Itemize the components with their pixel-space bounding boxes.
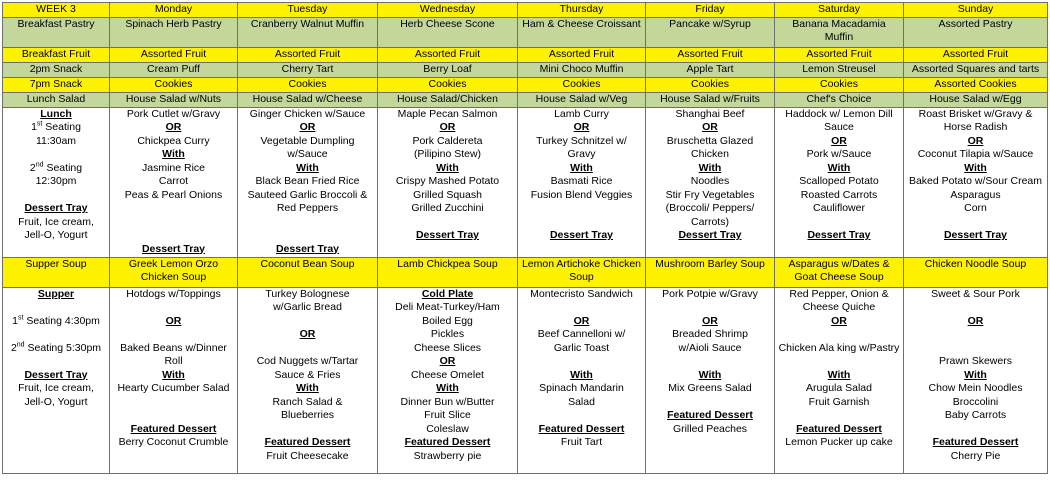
menu-cell: House Salad w/Fruits xyxy=(646,92,775,107)
lunch-alt: Pork Caldereta (Pilipino Stew) xyxy=(412,134,483,160)
or-label: OR xyxy=(702,314,718,327)
menu-cell: Assorted Fruit xyxy=(904,47,1048,62)
menu-cell: Mushroom Barley Soup xyxy=(646,257,775,287)
menu-cell: Mini Choco Muffin xyxy=(518,62,646,77)
menu-cell: House Salad/Chicken xyxy=(378,92,518,107)
menu-cell: Cookies xyxy=(775,77,904,92)
menu-cell: Pancake w/Syrup xyxy=(646,17,775,47)
featured-dessert-title: Featured Dessert xyxy=(932,436,1019,448)
featured-dessert-title: Featured Dessert xyxy=(667,409,753,421)
header-row xyxy=(3,3,1048,18)
menu-cell: Coconut Bean Soup xyxy=(238,257,378,287)
lunch-main: Haddock w/ Lemon Dill Sauce xyxy=(785,107,893,133)
day-header: Tuesday xyxy=(238,3,378,18)
with-label: With xyxy=(570,161,593,174)
lunch-main: Ginger Chicken w/Sauce xyxy=(249,107,366,120)
or-label: OR xyxy=(165,121,182,133)
lunch-side: Scalloped Potato xyxy=(799,175,879,187)
supper-cell-friday xyxy=(646,287,775,473)
supper-alt: Chicken Ala king w/Pastry xyxy=(778,341,900,354)
lunch-side: Peas & Pearl Onions xyxy=(124,188,223,201)
menu-cell: Cookies xyxy=(238,77,378,92)
dessert-tray: Dessert Tray xyxy=(807,229,871,241)
seating-1-time: 11:30am xyxy=(35,134,77,147)
menu-cell: Cookies xyxy=(110,77,238,92)
with-label: With xyxy=(162,368,185,381)
with-label: With xyxy=(964,368,987,381)
row-label: Breakfast Pastry xyxy=(3,17,110,47)
featured-dessert: Grilled Peaches xyxy=(672,422,748,435)
lunch-side: Basmati Rice xyxy=(550,175,613,187)
supper-side: Hearty Cucumber Salad xyxy=(117,382,230,394)
supper-alt: Prawn Skewers xyxy=(939,355,1012,367)
menu-cell: House Salad w/Nuts xyxy=(110,92,238,107)
featured-dessert-title: Featured Dessert xyxy=(796,422,882,435)
lunch-cell-saturday xyxy=(775,107,904,257)
with-label: With xyxy=(827,368,851,381)
day-header: Saturday xyxy=(775,3,904,18)
or-label: OR xyxy=(299,328,316,340)
menu-cell: Assorted Fruit xyxy=(775,47,904,62)
supper-title: Supper xyxy=(37,287,75,300)
lunch-side: Grilled Zucchini xyxy=(411,202,484,214)
or-label: OR xyxy=(967,314,984,327)
day-header: Monday xyxy=(110,3,238,18)
lunch-main: Pork Cutlet w/Gravy xyxy=(126,107,221,120)
dessert-tray: Dessert Tray xyxy=(275,242,340,255)
with-label: With xyxy=(827,161,851,174)
lunch-alt: Chickpea Curry xyxy=(137,134,210,147)
supper-cell-wednesday xyxy=(378,287,518,473)
supper-label-cell xyxy=(3,287,110,473)
menu-cell: Assorted Fruit xyxy=(518,47,646,62)
menu-cell: House Salad w/Cheese xyxy=(238,92,378,107)
with-label: With xyxy=(698,161,722,174)
menu-cell: Lamb Chickpea Soup xyxy=(378,257,518,287)
lunch-side: Asparagus xyxy=(950,188,1001,201)
supper-side: Broccolini xyxy=(952,395,999,408)
supper-alt: Beef Cannelloni w/ Garlic Toast xyxy=(537,328,626,354)
lunch-main: Shanghai Beef xyxy=(675,107,745,120)
supper-item: Deli Meat-Turkey/Ham xyxy=(395,301,500,313)
featured-dessert-title: Featured Dessert xyxy=(404,436,491,448)
supper-main: Sweet & Sour Pork xyxy=(931,287,1020,300)
lunch-cell-sunday xyxy=(904,107,1048,257)
menu-cell: Lemon Artichoke Chicken Soup xyxy=(518,257,646,287)
lunch-salad-row xyxy=(3,92,1048,107)
menu-cell: Greek Lemon Orzo Chicken Soup xyxy=(110,257,238,287)
day-header: Friday xyxy=(646,3,775,18)
row-label: Breakfast Fruit xyxy=(3,47,110,62)
with-label: With xyxy=(964,161,987,174)
supper-item: Pickles xyxy=(430,328,465,340)
supper-item: Boiled Egg xyxy=(422,314,473,327)
menu-cell: Assorted Fruit xyxy=(378,47,518,62)
lunch-side: Stir Fry Vegetables (Broccoli/ Peppers/ Carrots) xyxy=(665,188,755,228)
lunch-alt: Coconut Tilapia w/Sauce xyxy=(917,148,1034,160)
supper-side: Spinach Mandarin Salad xyxy=(539,382,624,408)
dessert-tray-title: Dessert Tray xyxy=(24,368,88,381)
snack-7pm-row xyxy=(3,77,1048,92)
supper-cell-thursday xyxy=(518,287,646,473)
supper-cell-saturday xyxy=(775,287,904,473)
lunch-cell-thursday xyxy=(518,107,646,257)
seating-2: 2nd Seating xyxy=(29,161,83,174)
dessert-tray-line: Fruit, Ice cream, xyxy=(18,215,94,228)
featured-dessert: Fruit Tart xyxy=(560,436,603,448)
supper-cell-tuesday xyxy=(238,287,378,473)
or-label: OR xyxy=(831,134,847,147)
week-label: WEEK 3 xyxy=(3,3,110,18)
supper-soup-row xyxy=(3,257,1048,287)
dessert-tray-line: Jell-O, Yogurt xyxy=(24,229,88,241)
lunch-side: Sauteed Garlic Broccoli & Red Peppers xyxy=(247,188,368,214)
featured-dessert: Berry Coconut Crumble xyxy=(118,436,229,448)
with-label: With xyxy=(162,148,185,160)
lunch-main: Maple Pecan Salmon xyxy=(397,107,498,120)
or-label: OR xyxy=(573,121,590,133)
lunch-side: Black Bean Fried Rice xyxy=(255,175,360,187)
pastry-row xyxy=(3,17,1048,47)
day-header: Wednesday xyxy=(378,3,518,18)
menu-cell: Assorted Fruit xyxy=(110,47,238,62)
or-label: OR xyxy=(439,355,456,367)
supper-side: Fruit Garnish xyxy=(808,395,870,408)
lunch-cell-wednesday xyxy=(378,107,518,257)
supper-alt: Baked Beans w/Dinner Roll xyxy=(120,341,227,367)
snack-2pm-row xyxy=(3,62,1048,77)
row-label: Lunch Salad xyxy=(3,92,110,107)
menu-cell: Asparagus w/Dates & Goat Cheese Soup xyxy=(775,257,904,287)
supper-side: Arugula Salad xyxy=(806,382,872,394)
lunch-side: Noodles xyxy=(690,175,730,187)
menu-cell: Berry Loaf xyxy=(378,62,518,77)
lunch-side: Fusion Blend Veggies xyxy=(530,188,633,201)
seating-2: 2nd Seating 5:30pm xyxy=(10,341,102,354)
lunch-alt: Turkey Schnitzel w/ Gravy xyxy=(536,134,627,160)
seating-2-time: 12:30pm xyxy=(35,175,77,187)
menu-cell: Cookies xyxy=(646,77,775,92)
lunch-alt: Vegetable Dumpling w/Sauce xyxy=(260,134,355,160)
lunch-title: Lunch xyxy=(40,107,72,120)
menu-cell: Assorted Pastry xyxy=(904,17,1048,47)
supper-cell-monday xyxy=(110,287,238,473)
supper-alt: Cod Nuggets w/Tartar Sauce & Fries xyxy=(256,355,359,381)
or-label: OR xyxy=(831,314,847,327)
cold-plate-title: Cold Plate xyxy=(421,287,474,300)
lunch-side: Roasted Carrots xyxy=(800,188,878,201)
dessert-tray: Dessert Tray xyxy=(678,229,742,241)
lunch-cell-friday xyxy=(646,107,775,257)
or-label: OR xyxy=(439,121,456,133)
lunch-side: Jasmine Rice xyxy=(141,161,206,174)
lunch-label-cell xyxy=(3,107,110,257)
menu-cell: Cherry Tart xyxy=(238,62,378,77)
lunch-cell-tuesday xyxy=(238,107,378,257)
menu-cell: Assorted Fruit xyxy=(238,47,378,62)
menu-cell: Spinach Herb Pastry xyxy=(110,17,238,47)
or-label: OR xyxy=(573,314,590,327)
menu-cell: House Salad w/Veg xyxy=(518,92,646,107)
with-label: With xyxy=(436,161,459,174)
dessert-tray: Dessert Tray xyxy=(943,229,1008,241)
menu-cell: House Salad w/Egg xyxy=(904,92,1048,107)
day-header: Thursday xyxy=(518,3,646,18)
featured-dessert-title: Featured Dessert xyxy=(538,422,625,435)
dessert-tray-line: Jell-O, Yogurt xyxy=(24,395,88,408)
weekly-menu-table xyxy=(2,2,1048,474)
menu-cell: Assorted Cookies xyxy=(904,77,1048,92)
lunch-alt: Pork w/Sauce xyxy=(806,148,872,160)
lunch-side: Baked Potato w/Sour Cream xyxy=(908,175,1043,187)
menu-cell: Apple Tart xyxy=(646,62,775,77)
lunch-main: Roast Brisket w/Gravy & Horse Radish xyxy=(918,107,1033,133)
menu-cell: Cookies xyxy=(518,77,646,92)
featured-dessert: Fruit Cheesecake xyxy=(266,449,349,462)
featured-dessert: Lemon Pucker up cake xyxy=(785,436,893,448)
supper-main: Red Pepper, Onion & Cheese Quiche xyxy=(789,287,889,313)
supper-alt: Cheese Omelet xyxy=(411,368,484,381)
day-header: Sunday xyxy=(904,3,1048,18)
row-label: 2pm Snack xyxy=(3,62,110,77)
supper-main: Hotdogs w/Toppings xyxy=(126,287,221,300)
supper-side: Baby Carrots xyxy=(944,409,1007,421)
supper-main: Montecristo Sandwich xyxy=(530,287,633,300)
dessert-tray: Dessert Tray xyxy=(415,229,480,241)
row-label: 7pm Snack xyxy=(3,77,110,92)
dessert-tray-title: Dessert Tray xyxy=(24,202,88,214)
row-label: Supper Soup xyxy=(3,257,110,287)
supper-side: Ranch Salad & Blueberries xyxy=(272,395,343,421)
menu-cell: Chicken Noodle Soup xyxy=(904,257,1048,287)
featured-dessert-title: Featured Dessert xyxy=(264,436,351,448)
supper-item: Cheese Slices xyxy=(413,341,482,354)
dessert-tray: Dessert Tray xyxy=(141,242,206,255)
menu-cell: Cranberry Walnut Muffin xyxy=(238,17,378,47)
supper-side: Dinner Bun w/Butter xyxy=(400,395,495,408)
menu-cell: Cookies xyxy=(378,77,518,92)
with-label: With xyxy=(296,161,319,174)
or-label: OR xyxy=(967,134,984,147)
supper-row xyxy=(3,287,1048,473)
menu-cell: Assorted Fruit xyxy=(646,47,775,62)
dessert-tray: Dessert Tray xyxy=(549,229,614,241)
supper-side: Chow Mein Noodles xyxy=(928,382,1023,394)
lunch-side: Crispy Mashed Potato xyxy=(395,175,500,187)
featured-dessert: Strawberry pie xyxy=(413,449,482,462)
menu-cell: Banana Macadamia Muffin xyxy=(775,17,904,47)
menu-cell: Assorted Squares and tarts xyxy=(904,62,1048,77)
featured-dessert: Cherry Pie xyxy=(950,449,1001,462)
supper-alt: Breaded Shrimp w/Aioli Sauce xyxy=(672,328,748,354)
menu-cell: Herb Cheese Scone xyxy=(378,17,518,47)
dessert-tray-line: Fruit, Ice cream, xyxy=(18,382,94,394)
or-label: OR xyxy=(702,121,718,133)
lunch-alt: Bruschetta Glazed Chicken xyxy=(666,134,754,160)
seating-1: 1st Seating xyxy=(31,120,81,133)
with-label: With xyxy=(570,368,593,381)
supper-side: Coleslaw xyxy=(426,422,469,435)
lunch-side: Corn xyxy=(964,202,987,214)
or-label: OR xyxy=(299,121,316,133)
with-label: With xyxy=(436,382,459,394)
lunch-cell-monday xyxy=(110,107,238,257)
lunch-side: Grilled Squash xyxy=(413,188,482,201)
menu-cell: Chef's Choice xyxy=(775,92,904,107)
menu-cell: Ham & Cheese Croissant xyxy=(518,17,646,47)
supper-cell-sunday xyxy=(904,287,1048,473)
supper-main: Pork Potpie w/Gravy xyxy=(662,287,758,300)
supper-main: Turkey Bolognese w/Garlic Bread xyxy=(265,287,350,313)
seating-1: 1st Seating 4:30pm xyxy=(12,314,100,327)
supper-side: Fruit Slice xyxy=(424,409,471,421)
or-label: OR xyxy=(165,314,182,327)
with-label: With xyxy=(698,368,722,381)
featured-dessert-title: Featured Dessert xyxy=(130,422,217,435)
lunch-main: Lamb Curry xyxy=(554,107,609,120)
with-label: With xyxy=(296,382,319,394)
supper-side: Mix Greens Salad xyxy=(668,382,752,394)
fruit-row xyxy=(3,47,1048,62)
lunch-side: Carrot xyxy=(158,175,189,187)
menu-cell: Lemon Streusel xyxy=(775,62,904,77)
menu-cell: Cream Puff xyxy=(110,62,238,77)
lunch-row xyxy=(3,107,1048,257)
lunch-side: Cauliflower xyxy=(813,202,865,214)
